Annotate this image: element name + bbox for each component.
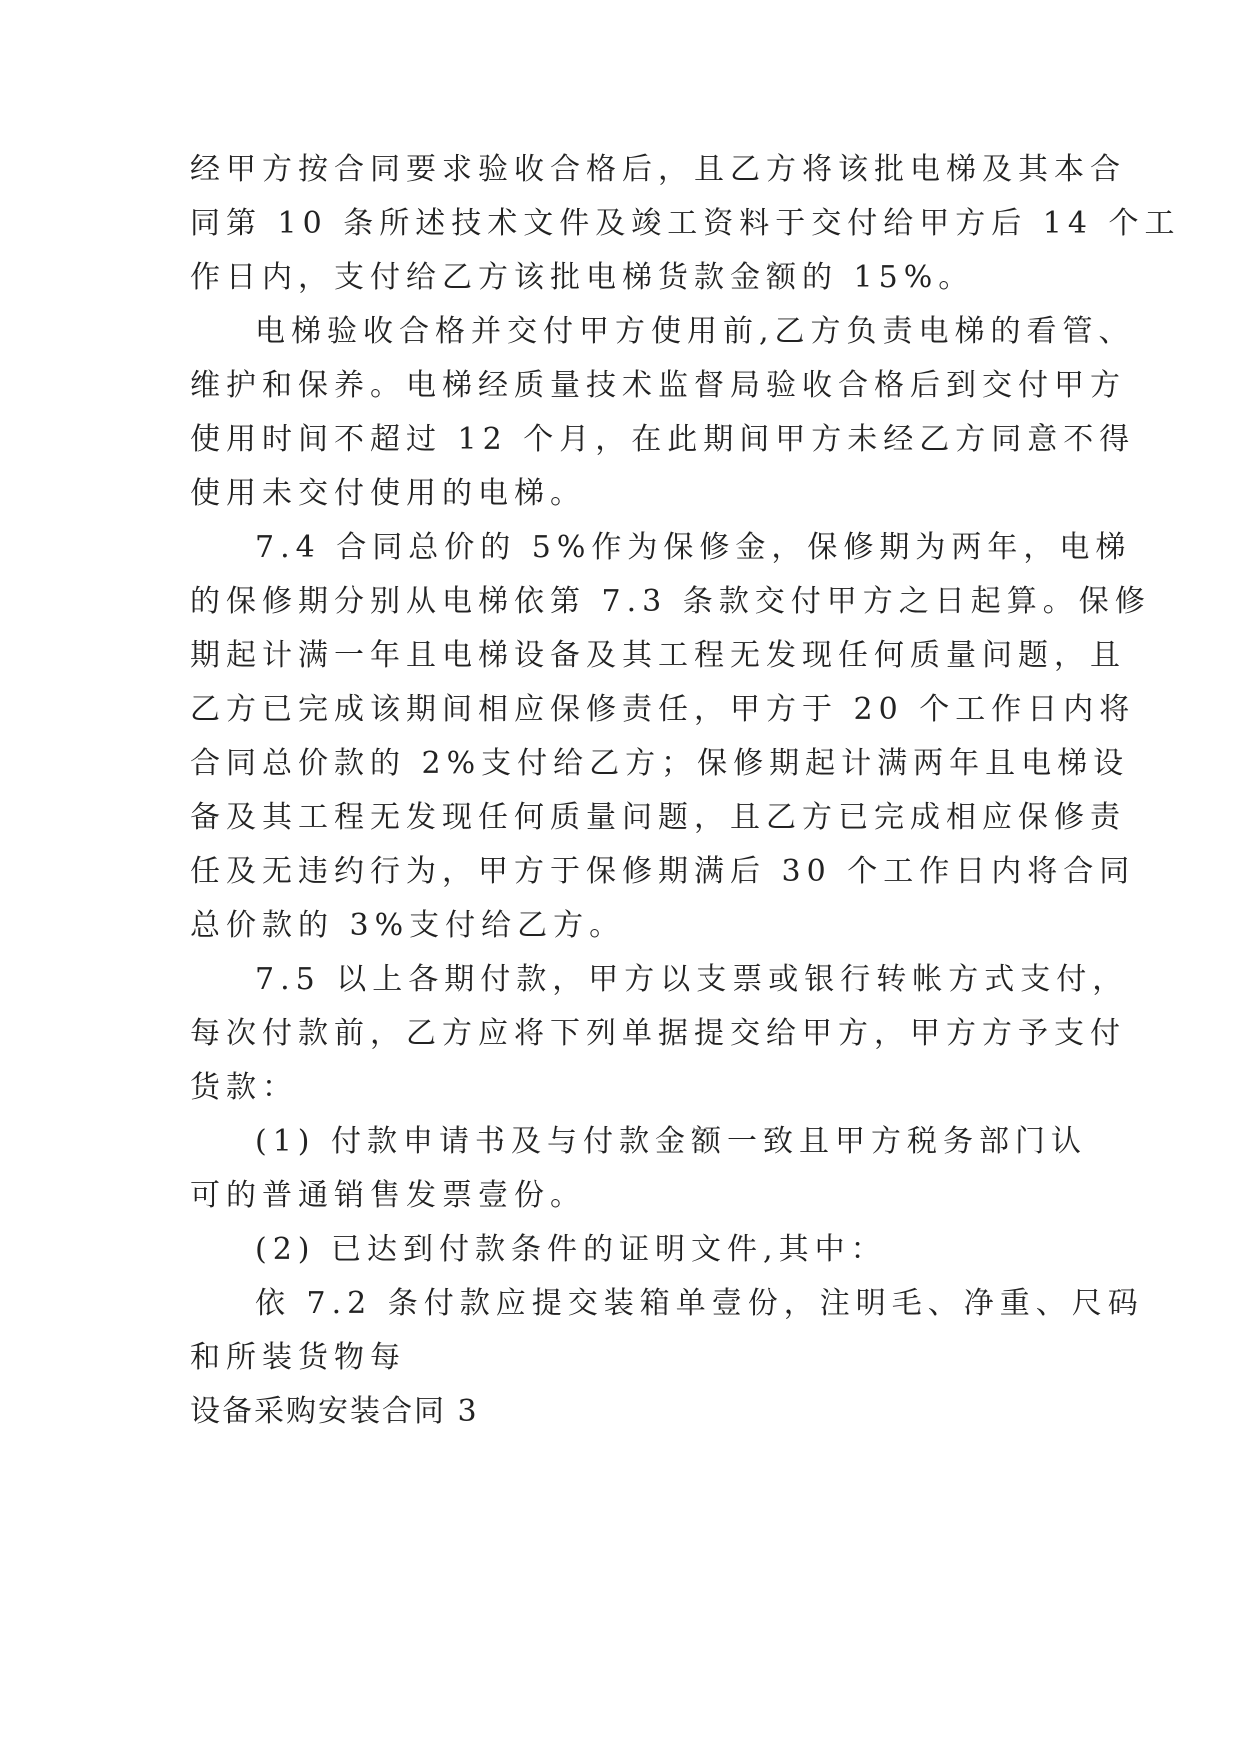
paragraph-line: 合同总价款的 2%支付给乙方；保修期起计满两年且电梯设 (190, 746, 1130, 781)
paragraph-line: 乙方已完成该期间相应保修责任，甲方于 20 个工作日内将 (190, 692, 1136, 727)
paragraph-line: 备及其工程无发现任何质量问题，且乙方已完成相应保修责 (190, 800, 1126, 835)
paragraph-line: 期起计满一年且电梯设备及其工程无发现任何质量问题，且 (190, 638, 1126, 673)
paragraph-line: 经甲方按合同要求验收合格后，且乙方将该批电梯及其本合 (190, 152, 1126, 187)
paragraph-line: 电梯验收合格并交付甲方使用前,乙方负责电梯的看管、 (255, 314, 1135, 349)
paragraph-line: (2) 已达到付款条件的证明文件,其中： (255, 1232, 887, 1267)
paragraph-line: 的保修期分别从电梯依第 7.3 条款交付甲方之日起算。保修 (190, 584, 1151, 619)
paragraph-line: 同第 10 条所述技术文件及竣工资料于交付给甲方后 14 个工 (190, 206, 1181, 241)
paragraph-line: 每次付款前，乙方应将下列单据提交给甲方，甲方方予支付 (190, 1016, 1126, 1051)
paragraph-line: 维护和保养。电梯经质量技术监督局验收合格后到交付甲方 (190, 368, 1126, 403)
paragraph-line: 和所装货物每 (190, 1340, 406, 1375)
paragraph-line: 货款： (190, 1070, 298, 1105)
paragraph-line: 作日内，支付给乙方该批电梯货款金额的 15%。 (190, 260, 975, 295)
paragraph-line: 使用未交付使用的电梯。 (190, 476, 586, 511)
paragraph-line: 7.4 合同总价的 5%作为保修金，保修期为两年，电梯 (255, 530, 1132, 565)
paragraph-line: 可的普通销售发票壹份。 (190, 1178, 586, 1213)
paragraph-line: (1) 付款申请书及与付款金额一致且甲方税务部门认 (255, 1124, 1088, 1159)
paragraph-line: 使用时间不超过 12 个月，在此期间甲方未经乙方同意不得 (190, 422, 1136, 457)
paragraph-line: 总价款的 3%支付给乙方。 (190, 908, 626, 943)
paragraph-line: 7.5 以上各期付款，甲方以支票或银行转帐方式支付， (255, 962, 1129, 997)
paragraph-line: 依 7.2 条付款应提交装箱单壹份，注明毛、净重、尺码 (255, 1286, 1144, 1321)
paragraph-line: 任及无违约行为，甲方于保修期满后 30 个工作日内将合同 (190, 854, 1136, 889)
page-footer: 设备采购安装合同 3 (190, 1394, 479, 1429)
